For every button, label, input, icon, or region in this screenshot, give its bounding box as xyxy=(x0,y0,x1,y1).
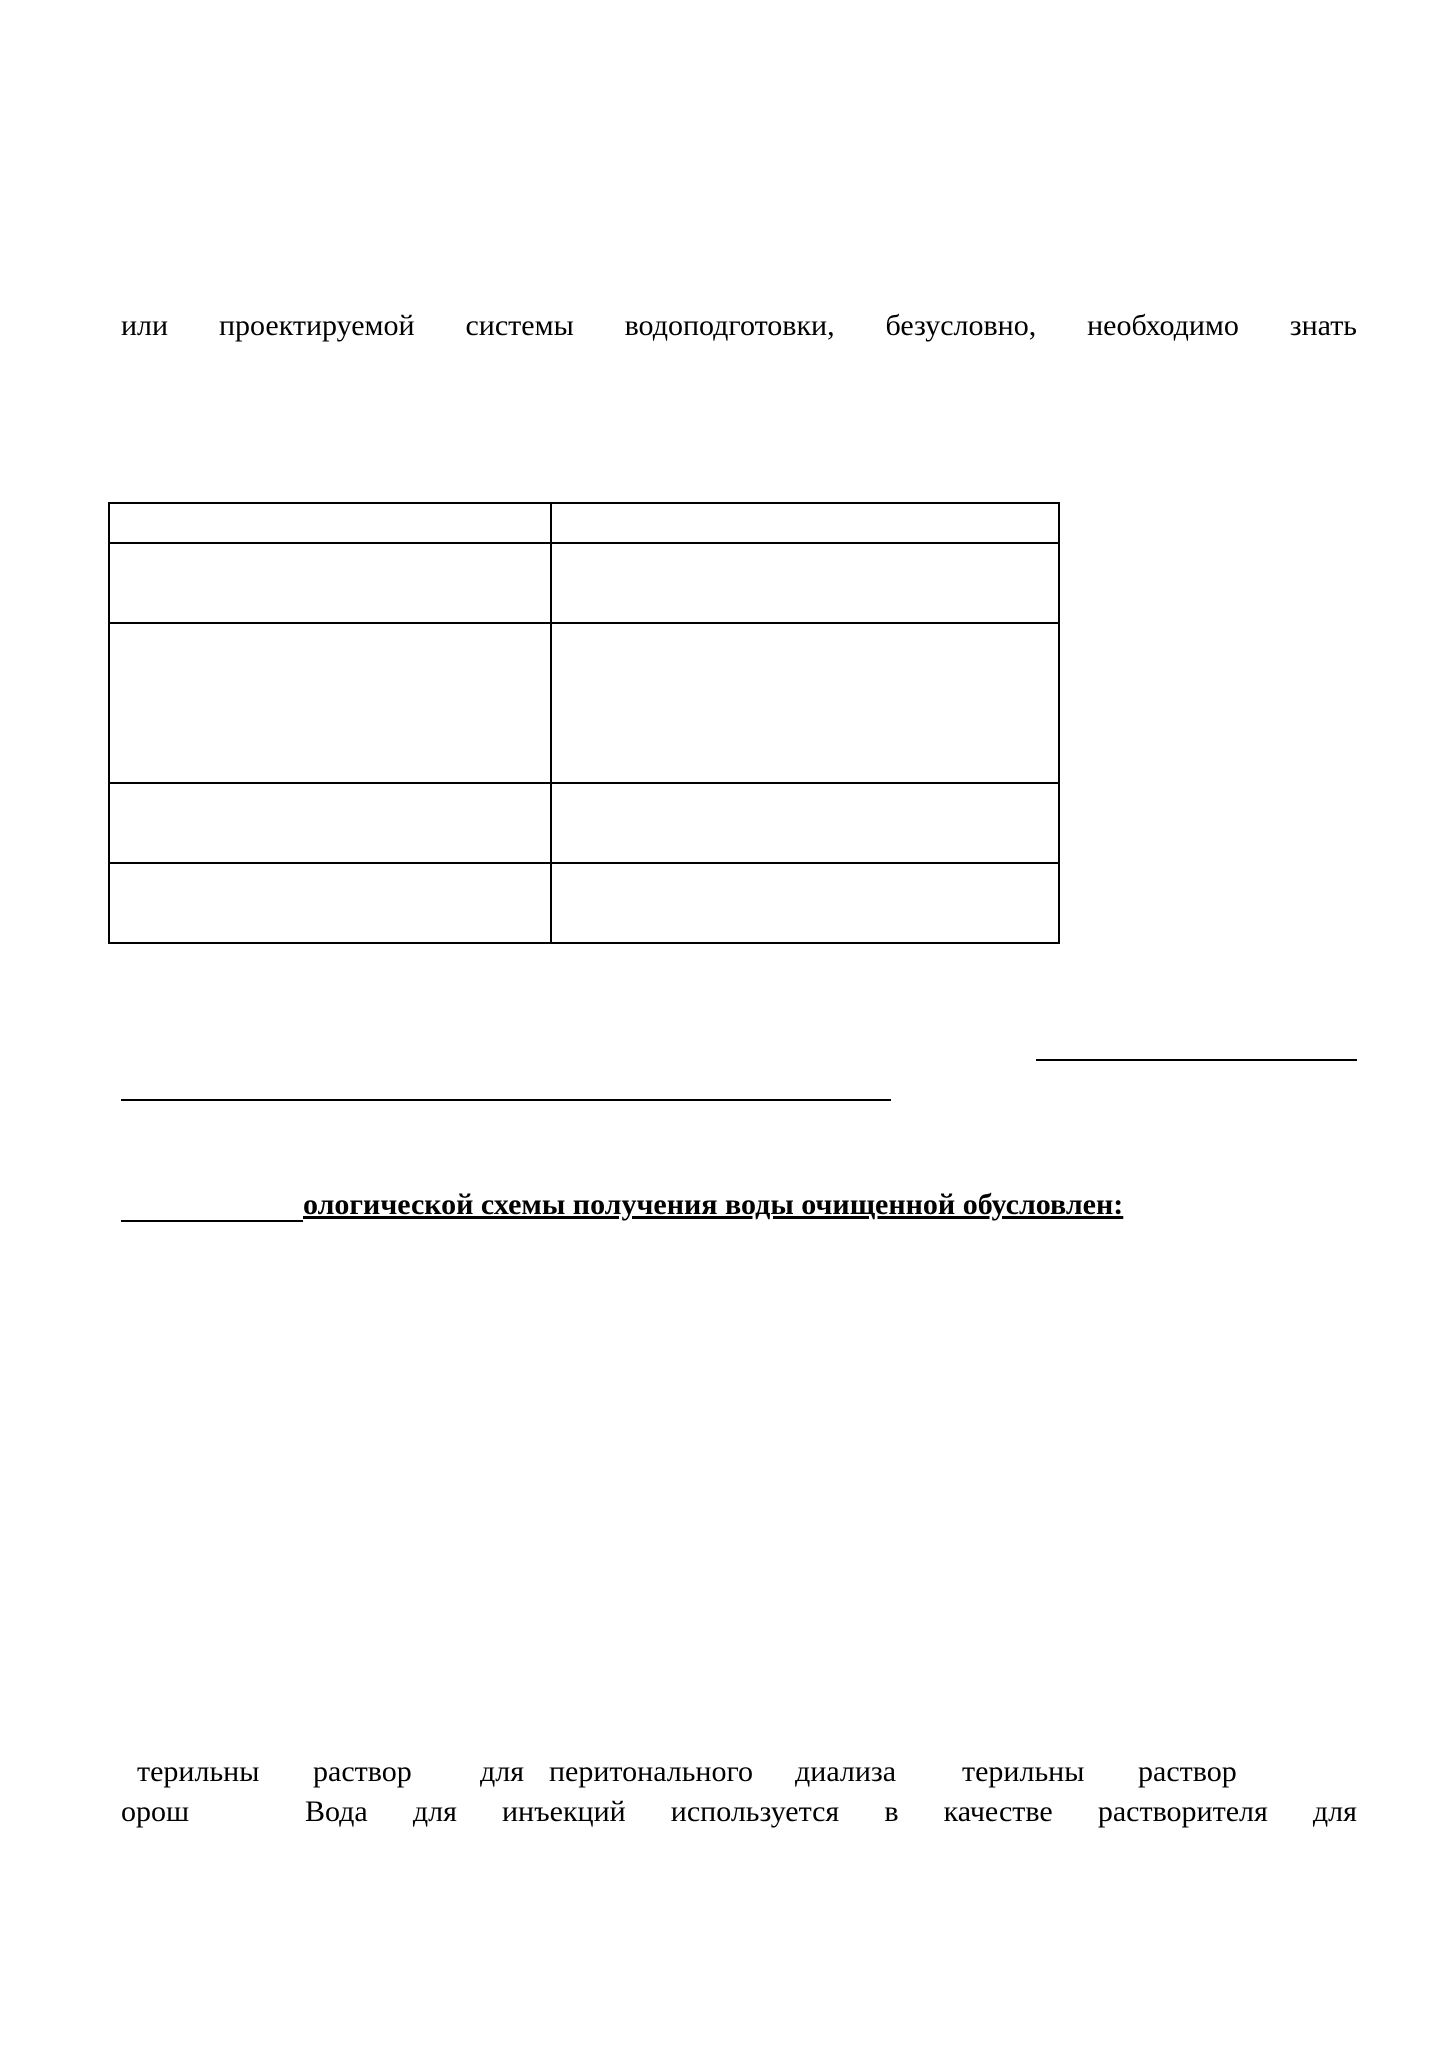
text-fragment: перитонального xyxy=(549,1755,754,1788)
word: качестве xyxy=(943,1795,1053,1828)
text-fragment: для xyxy=(480,1755,525,1788)
table-cell xyxy=(551,503,1059,543)
table-cell xyxy=(109,863,551,943)
section-heading: ологической схемы получения воды очищенной обусловлен: xyxy=(303,1188,1124,1221)
blank-rule-left xyxy=(121,1099,891,1101)
table-row xyxy=(109,503,1059,543)
heading-blank-rule xyxy=(121,1220,303,1222)
text-fragment: орош xyxy=(121,1795,190,1828)
text-fragment: раствор xyxy=(1138,1755,1237,1788)
word: водоподготовки, xyxy=(624,309,835,342)
table-cell xyxy=(109,783,551,863)
word: необходимо xyxy=(1087,309,1239,342)
table-cell xyxy=(551,623,1059,783)
word: проектируемой xyxy=(218,309,415,342)
table-cell xyxy=(109,543,551,623)
table-row xyxy=(109,623,1059,783)
table-cell xyxy=(109,503,551,543)
text-fragment: терильны xyxy=(137,1755,260,1788)
table-cell xyxy=(551,783,1059,863)
word: Вода xyxy=(305,1795,368,1828)
word: знать xyxy=(1289,309,1357,342)
word: для xyxy=(1312,1795,1357,1828)
table-row xyxy=(109,783,1059,863)
table-cell xyxy=(109,623,551,783)
table-row xyxy=(109,543,1059,623)
word: инъекций xyxy=(502,1795,626,1828)
word: в xyxy=(884,1795,899,1828)
word: безусловно, xyxy=(885,309,1037,342)
blank-rule-right xyxy=(1036,1059,1357,1061)
table-cell xyxy=(551,863,1059,943)
table-cell xyxy=(551,543,1059,623)
word: системы xyxy=(465,309,574,342)
text-fragment: диализа xyxy=(795,1755,897,1788)
body-text-line-1 xyxy=(121,309,1357,343)
text-fragment: раствор xyxy=(313,1755,412,1788)
body-text-line-4 xyxy=(305,1795,1357,1829)
word: для xyxy=(412,1795,457,1828)
table-row xyxy=(109,863,1059,943)
empty-table xyxy=(108,502,1060,944)
word: растворителя xyxy=(1097,1795,1268,1828)
text-fragment: терильны xyxy=(962,1755,1085,1788)
word: используется xyxy=(670,1795,840,1828)
word: или xyxy=(121,309,169,342)
